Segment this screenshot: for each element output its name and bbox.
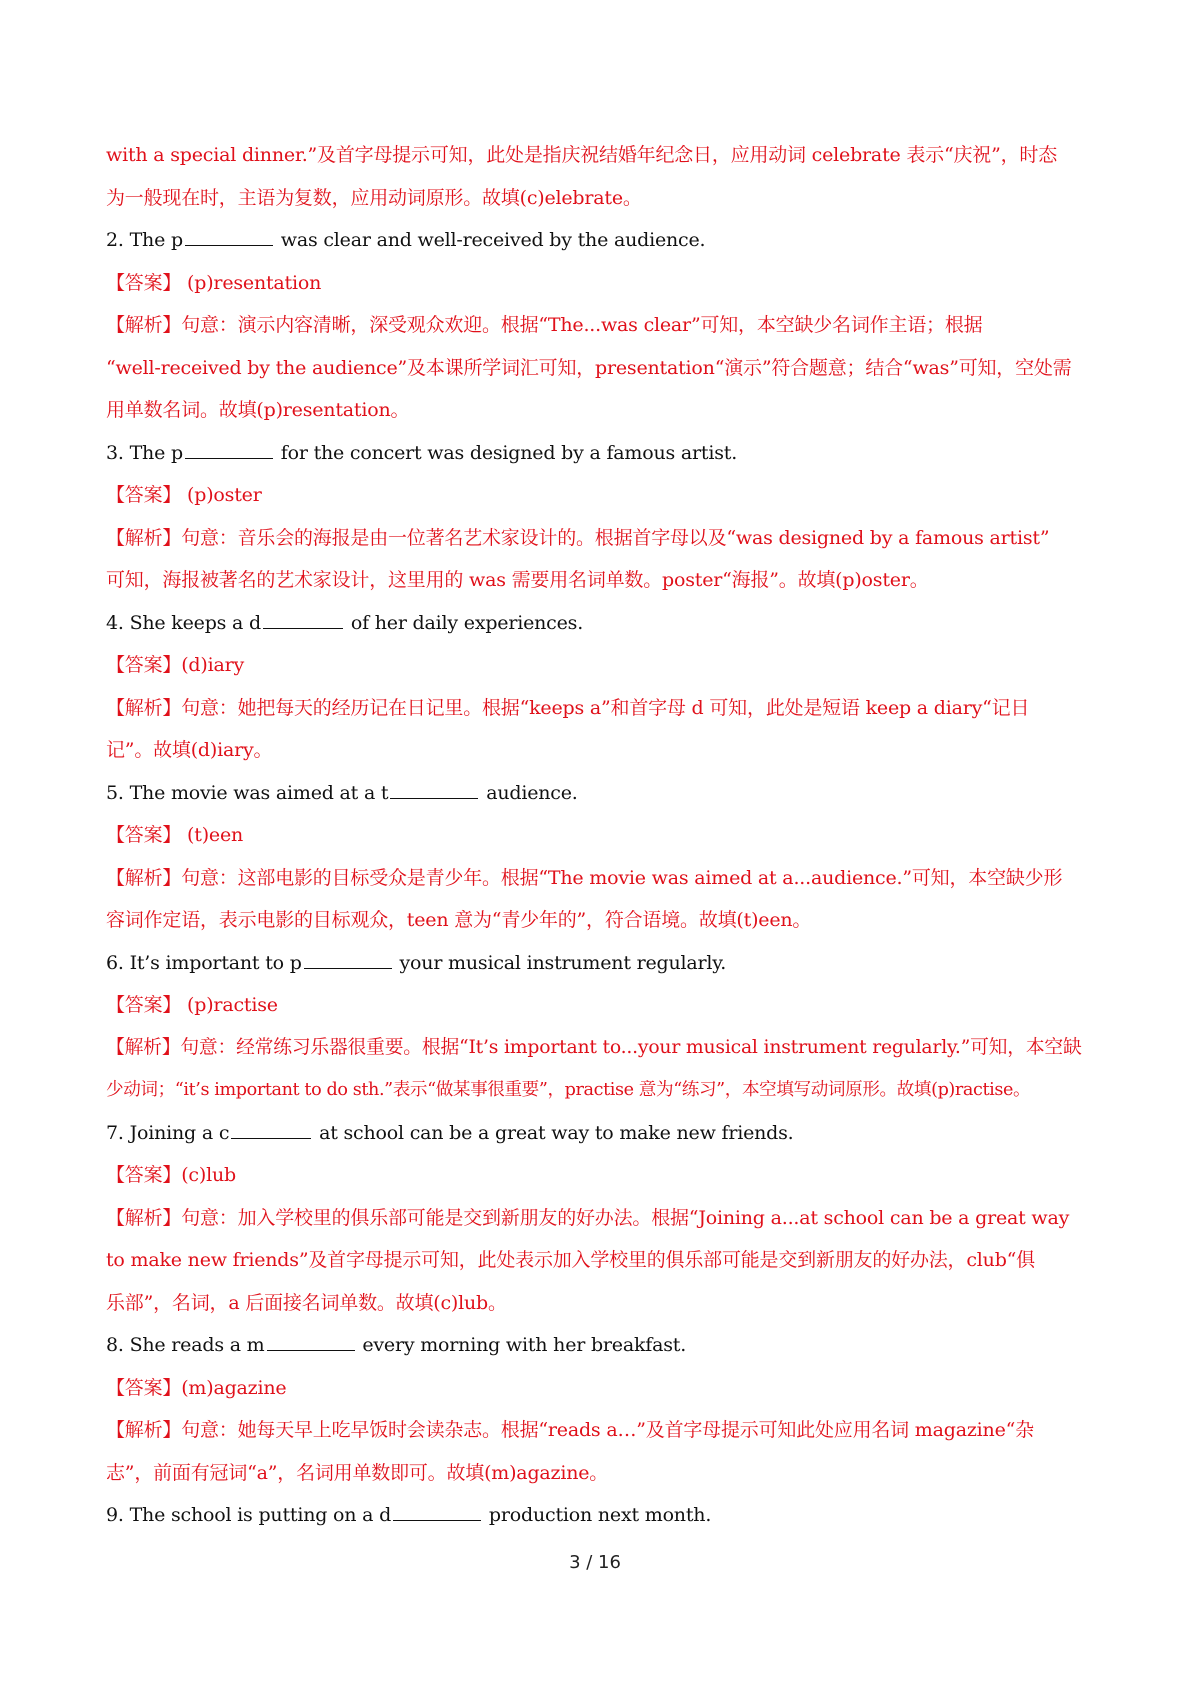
question-2 bbox=[106, 219, 1086, 262]
question-4 bbox=[106, 602, 1086, 645]
answer-text: (c)lub bbox=[181, 1164, 236, 1186]
explanation-text: 句意：经常练习乐器很重要。根据“It’s important to...your musical instrument regularly.”可知，本空缺 bbox=[180, 1036, 1082, 1058]
answer-text: (d)iary bbox=[181, 654, 245, 676]
question-text: 5. The movie was aimed at a t bbox=[106, 781, 389, 804]
question-text: audience. bbox=[480, 781, 578, 804]
question-text: for the concert was designed by a famous artist. bbox=[274, 441, 738, 464]
answer-8 bbox=[106, 1367, 1086, 1410]
page-number: 3 / 16 bbox=[569, 1552, 621, 1573]
question-9 bbox=[106, 1494, 1086, 1537]
question-3 bbox=[106, 432, 1086, 475]
explanation-line: 少动词；“it’s important to do sth.”表示“做某事很重要”，practise 意为“练习”，本空填写动词原形。故填(p)ractise。 bbox=[106, 1080, 1031, 1100]
explanation-tag: 【解析】 bbox=[106, 314, 182, 336]
question-text: 6. It’s important to p bbox=[106, 951, 302, 974]
question-text: 3. The p bbox=[106, 441, 183, 464]
answer-blank bbox=[393, 1519, 481, 1521]
question-text: every morning with her breakfast. bbox=[356, 1334, 687, 1356]
question-text: 4. She keeps a d bbox=[106, 611, 261, 634]
explanation-2 bbox=[106, 304, 1086, 347]
answer-blank bbox=[263, 627, 343, 629]
answer-blank bbox=[185, 244, 273, 246]
explanation-text: 句意：她把每天的经历记在日记里。根据“keeps a”和首字母 d 可知，此处是短语 keep a diary“记日 bbox=[181, 696, 1030, 719]
question-text: 7. Joining a c bbox=[106, 1121, 230, 1144]
explanation-tag: 【解析】 bbox=[106, 1419, 182, 1441]
explanation-line: 可知，海报被著名的艺术家设计，这里用的 was 需要用名词单数。poster“海报”。故填(p)oster。 bbox=[106, 569, 929, 591]
answer-text: (t)een bbox=[181, 824, 244, 846]
explanation-text: 句意：演示内容清晰，深受观众欢迎。根据“The...was clear”可知，本空缺少名词作主语；根据 bbox=[181, 314, 983, 336]
question-8 bbox=[106, 1324, 1086, 1367]
explanation-line: 记”。故填(d)iary。 bbox=[106, 739, 273, 761]
explanation-line: 用单数名词。故填(p)resentation。 bbox=[106, 399, 410, 421]
answer-4 bbox=[106, 644, 1086, 687]
explanation-8 bbox=[106, 1409, 1086, 1452]
explanation-line: “well-received by the audience”及本课所学词汇可知，presentation“演示”符合题意；结合“was”可知，空处需 bbox=[106, 356, 1072, 379]
explanation-text: 句意：音乐会的海报是由一位著名艺术家设计的。根据首字母以及“was designed by a famous artist” bbox=[181, 526, 1050, 549]
answer-text: (p)oster bbox=[181, 484, 262, 506]
explanation-3 bbox=[106, 517, 1086, 560]
answer-5 bbox=[106, 814, 1086, 857]
answer-7 bbox=[106, 1154, 1086, 1197]
answer-text: (m)agazine bbox=[181, 1376, 287, 1399]
question-text: your musical instrument regularly. bbox=[393, 951, 727, 974]
explanation-text: 句意：加入学校里的俱乐部可能是交到新朋友的好办法。根据“Joining a...at school can be a great way bbox=[181, 1206, 1070, 1229]
answer-tag: 【答案】 bbox=[106, 1164, 182, 1186]
explanation-line: 乐部”，名词，a 后面接名词单数。故填(c)lub。 bbox=[106, 1291, 507, 1314]
explanation-tag: 【解析】 bbox=[106, 866, 182, 889]
explanation-text: 句意：这部电影的目标受众是青少年。根据“The movie was aimed at a...audience.”可知，本空缺少形 bbox=[181, 866, 1063, 889]
explanation-7 bbox=[106, 1197, 1086, 1240]
answer-blank bbox=[231, 1137, 311, 1139]
question-6 bbox=[106, 942, 1086, 985]
question-text: 8. She reads a m bbox=[106, 1334, 265, 1356]
explanation-line: 容词作定语，表示电影的目标观众，teen 意为“青少年的”，符合语境。故填(t)een。 bbox=[106, 909, 812, 931]
answer-3 bbox=[106, 474, 1086, 517]
answer-blank bbox=[390, 797, 478, 799]
answer-2 bbox=[106, 262, 1086, 305]
question-text: 2. The p bbox=[106, 229, 183, 251]
answer-tag: 【答案】 bbox=[106, 271, 182, 294]
answer-blank bbox=[185, 457, 273, 459]
answer-tag: 【答案】 bbox=[106, 484, 182, 506]
question-text: 9. The school is putting on a d bbox=[106, 1504, 392, 1526]
explanation-tag: 【解析】 bbox=[106, 526, 182, 549]
answer-blank bbox=[267, 1349, 355, 1351]
answer-blank bbox=[304, 967, 392, 969]
answer-text: (p)ractise bbox=[181, 994, 278, 1016]
explanation-line: to make new friends”及首字母提示可知，此处表示加入学校里的俱乐部可能是交到新朋友的好办法，club“俱 bbox=[106, 1249, 1035, 1271]
explanation-4 bbox=[106, 687, 1086, 730]
question-text: was clear and well-received by the audience. bbox=[274, 229, 706, 251]
explanation-tag: 【解析】 bbox=[106, 696, 182, 719]
explanation-line: 为一般现在时，主语为复数，应用动词原形。故填(c)elebrate。 bbox=[106, 186, 642, 209]
explanation-line: 志”，前面有冠词“a”，名词用单数即可。故填(m)agazine。 bbox=[106, 1461, 609, 1484]
question-7 bbox=[106, 1112, 1086, 1155]
question-5 bbox=[106, 772, 1086, 815]
answer-text: (p)resentation bbox=[181, 271, 322, 294]
answer-6 bbox=[106, 984, 1086, 1027]
question-text: production next month. bbox=[483, 1504, 712, 1526]
explanation-text: 句意：她每天早上吃早饭时会读杂志。根据“reads a…”及首字母提示可知此处应用名词 magazine“杂 bbox=[181, 1419, 1034, 1441]
question-text: of her daily experiences. bbox=[345, 611, 584, 634]
explanation-5 bbox=[106, 857, 1086, 900]
explanation-line: with a special dinner.”及首字母提示可知，此处是指庆祝结婚年纪念日，应用动词 celebrate 表示“庆祝”，时态 bbox=[106, 144, 1058, 166]
document-body bbox=[106, 134, 1086, 1537]
answer-tag: 【答案】 bbox=[106, 994, 182, 1016]
explanation-tag: 【解析】 bbox=[106, 1036, 181, 1058]
explanation-6 bbox=[106, 1027, 1086, 1070]
answer-tag: 【答案】 bbox=[106, 1376, 182, 1399]
answer-tag: 【答案】 bbox=[106, 824, 182, 846]
explanation-tag: 【解析】 bbox=[106, 1206, 182, 1229]
question-text: at school can be a great way to make new friends. bbox=[313, 1121, 794, 1144]
answer-tag: 【答案】 bbox=[106, 654, 182, 676]
